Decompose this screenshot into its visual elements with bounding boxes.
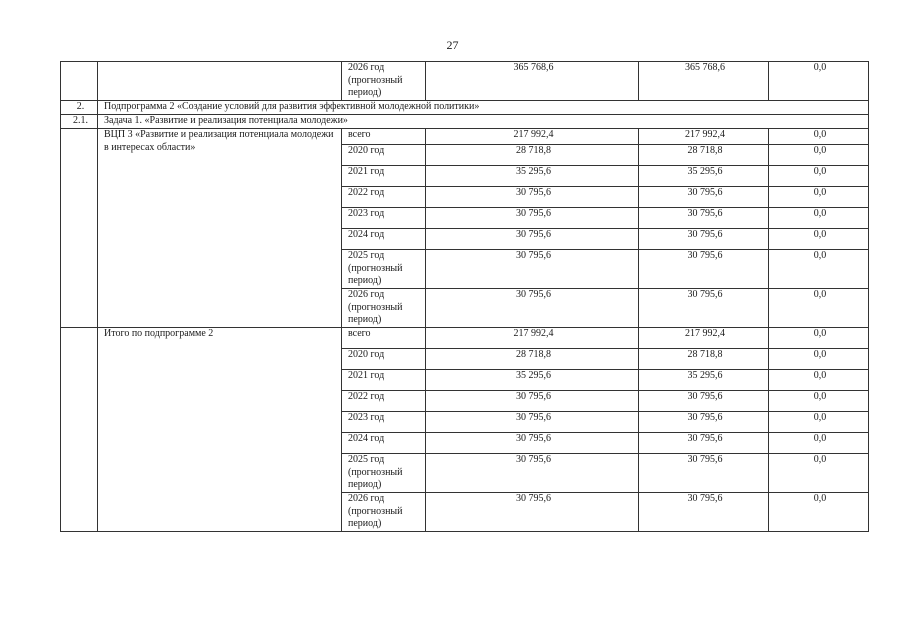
total-cell: 30 795,6 <box>426 493 639 532</box>
program-name-cell: ВЦП 3 «Развитие и реализация потенциала молодежи в интересах области» <box>98 129 342 328</box>
year-cell: всего <box>342 129 426 145</box>
regional-cell: 30 795,6 <box>639 187 769 208</box>
row-name-cell <box>98 62 342 101</box>
total-cell: 217 992,4 <box>426 328 639 349</box>
task-heading-row <box>61 115 869 129</box>
regional-cell: 28 718,8 <box>639 145 769 166</box>
regional-cell: 30 795,6 <box>639 412 769 433</box>
table-row <box>61 328 869 349</box>
federal-cell: 0,0 <box>769 328 869 349</box>
regional-cell: 30 795,6 <box>639 208 769 229</box>
year-cell: 2022 год <box>342 187 426 208</box>
funding-table <box>60 61 869 532</box>
total-cell: 28 718,8 <box>426 145 639 166</box>
table-row <box>61 62 869 101</box>
total-cell: 30 795,6 <box>426 229 639 250</box>
regional-cell: 35 295,6 <box>639 370 769 391</box>
year-cell: 2024 год <box>342 433 426 454</box>
row-number-cell: 2. <box>61 101 98 115</box>
regional-cell: 35 295,6 <box>639 166 769 187</box>
total-cell: 35 295,6 <box>426 166 639 187</box>
federal-cell: 0,0 <box>769 433 869 454</box>
year-cell: 2024 год <box>342 229 426 250</box>
year-cell: 2021 год <box>342 166 426 187</box>
federal-cell: 0,0 <box>769 145 869 166</box>
year-cell: всего <box>342 328 426 349</box>
total-cell: 28 718,8 <box>426 349 639 370</box>
regional-cell: 30 795,6 <box>639 391 769 412</box>
total-cell: 30 795,6 <box>426 391 639 412</box>
year-cell: 2026 год (прогнозный период) <box>342 493 426 532</box>
row-number-cell: 2.1. <box>61 115 98 129</box>
year-cell: 2026 год (прогнозный период) <box>342 289 426 328</box>
regional-cell: 30 795,6 <box>639 289 769 328</box>
regional-cell: 30 795,6 <box>639 229 769 250</box>
federal-cell: 0,0 <box>769 493 869 532</box>
regional-cell: 30 795,6 <box>639 493 769 532</box>
total-cell: 30 795,6 <box>426 412 639 433</box>
subprogram-title: Подпрограмма 2 «Создание условий для развития эффективной молодежной политики» <box>98 101 869 115</box>
year-cell: 2023 год <box>342 208 426 229</box>
year-cell: 2021 год <box>342 370 426 391</box>
regional-cell: 217 992,4 <box>639 129 769 145</box>
year-cell: 2020 год <box>342 349 426 370</box>
year-cell: 2022 год <box>342 391 426 412</box>
subprogram-heading-row <box>61 101 869 115</box>
total-cell: 30 795,6 <box>426 250 639 289</box>
total-cell: 30 795,6 <box>426 208 639 229</box>
row-number-cell <box>61 129 98 328</box>
year-cell: 2023 год <box>342 412 426 433</box>
total-cell: 365 768,6 <box>426 62 639 101</box>
federal-cell: 0,0 <box>769 370 869 391</box>
federal-cell: 0,0 <box>769 229 869 250</box>
federal-cell: 0,0 <box>769 250 869 289</box>
year-cell: 2025 год (прогнозный период) <box>342 250 426 289</box>
year-cell: 2025 год (прогнозный период) <box>342 454 426 493</box>
total-cell: 30 795,6 <box>426 454 639 493</box>
federal-cell: 0,0 <box>769 208 869 229</box>
row-number-cell <box>61 328 98 532</box>
regional-cell: 30 795,6 <box>639 433 769 454</box>
regional-cell: 365 768,6 <box>639 62 769 101</box>
total-cell: 30 795,6 <box>426 289 639 328</box>
regional-cell: 30 795,6 <box>639 454 769 493</box>
federal-cell: 0,0 <box>769 187 869 208</box>
subprogram-total-name-cell: Итого по подпрограмме 2 <box>98 328 342 532</box>
federal-cell: 0,0 <box>769 349 869 370</box>
year-cell: 2020 год <box>342 145 426 166</box>
regional-cell: 28 718,8 <box>639 349 769 370</box>
federal-cell: 0,0 <box>769 391 869 412</box>
regional-cell: 217 992,4 <box>639 328 769 349</box>
federal-cell: 0,0 <box>769 129 869 145</box>
row-number-cell <box>61 62 98 101</box>
federal-cell: 0,0 <box>769 412 869 433</box>
task-title: Задача 1. «Развитие и реализация потенциала молодежи» <box>98 115 869 129</box>
total-cell: 217 992,4 <box>426 129 639 145</box>
total-cell: 30 795,6 <box>426 433 639 454</box>
federal-cell: 0,0 <box>769 454 869 493</box>
federal-cell: 0,0 <box>769 166 869 187</box>
page-number: 27 <box>446 38 459 52</box>
federal-cell: 0,0 <box>769 62 869 101</box>
federal-cell: 0,0 <box>769 289 869 328</box>
regional-cell: 30 795,6 <box>639 250 769 289</box>
total-cell: 35 295,6 <box>426 370 639 391</box>
total-cell: 30 795,6 <box>426 187 639 208</box>
year-cell: 2026 год (прогнозный период) <box>342 62 426 101</box>
table-row <box>61 129 869 145</box>
